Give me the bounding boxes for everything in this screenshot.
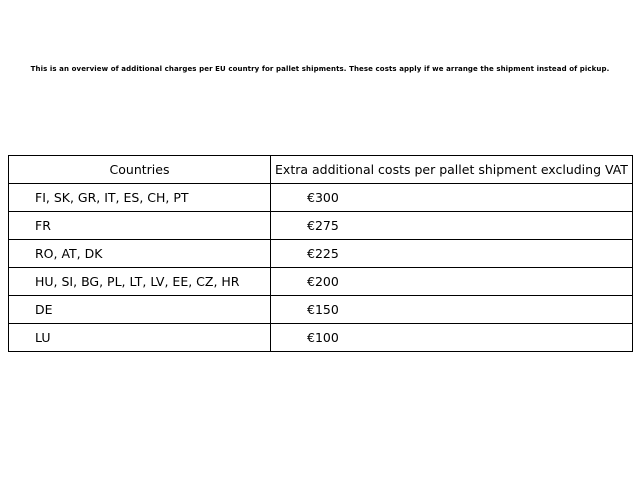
table-row: [9, 184, 633, 212]
table-row: [9, 212, 633, 240]
cost-cell: €150: [271, 296, 633, 324]
intro-text: This is an overview of additional charges per EU country for pallet shipments. These costs apply if we arrange the shipment instead of pickup.: [30, 65, 610, 73]
countries-cell: DE: [9, 296, 271, 324]
countries-cell: FR: [9, 212, 271, 240]
cost-cell: €200: [271, 268, 633, 296]
table-row: [9, 240, 633, 268]
costs-column-header: Extra additional costs per pallet shipment excluding VAT: [271, 156, 633, 184]
countries-cell: HU, SI, BG, PL, LT, LV, EE, CZ, HR: [9, 268, 271, 296]
countries-cell: RO, AT, DK: [9, 240, 271, 268]
table-row: [9, 324, 633, 352]
cost-cell: €225: [271, 240, 633, 268]
countries-cell: FI, SK, GR, IT, ES, CH, PT: [9, 184, 271, 212]
table-row: [9, 296, 633, 324]
table-body: [9, 184, 633, 352]
table-row: [9, 268, 633, 296]
charges-table: [8, 155, 633, 352]
countries-cell: LU: [9, 324, 271, 352]
cost-cell: €300: [271, 184, 633, 212]
countries-column-header: Countries: [9, 156, 271, 184]
cost-cell: €275: [271, 212, 633, 240]
cost-cell: €100: [271, 324, 633, 352]
header-row: [9, 156, 633, 184]
